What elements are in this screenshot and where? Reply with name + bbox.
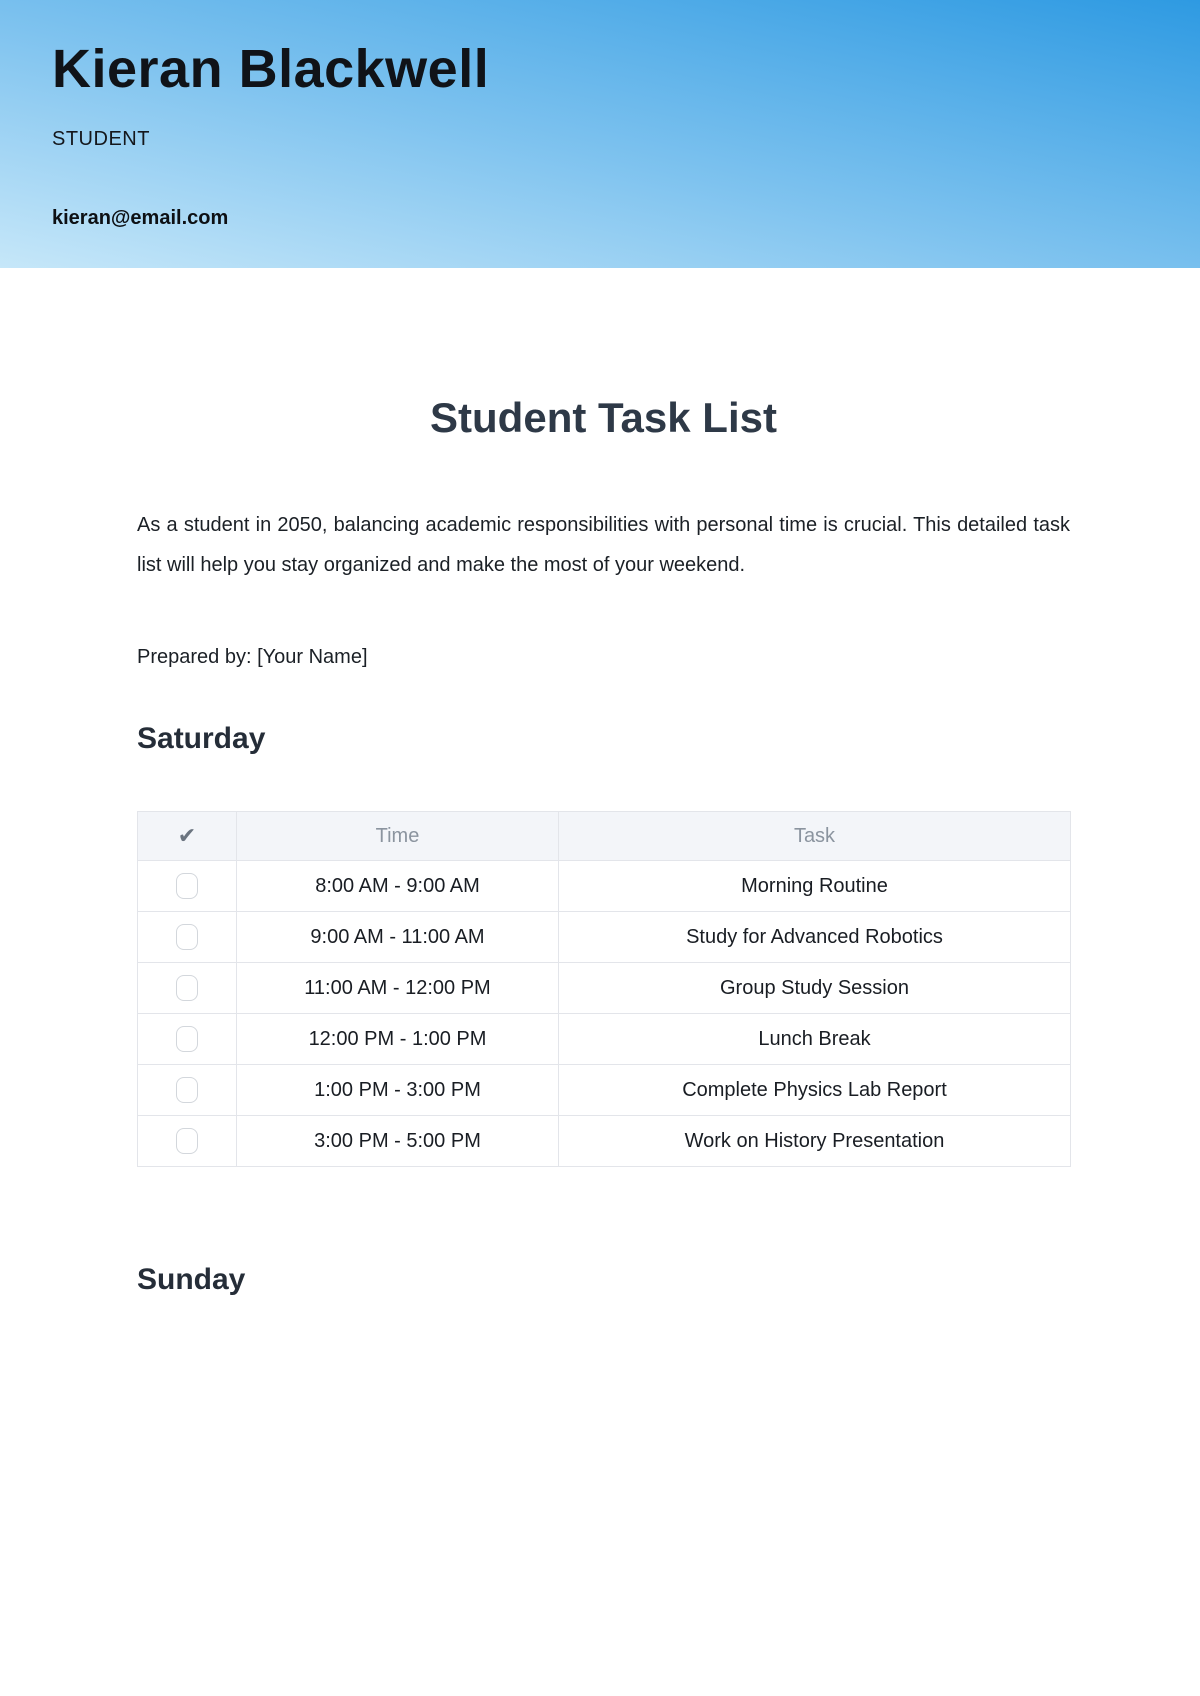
task-checkbox[interactable] [176, 1077, 198, 1103]
saturday-heading: Saturday [137, 722, 266, 755]
task-label: Group Study Session [559, 963, 1071, 1014]
table-row [138, 1116, 1071, 1167]
document-body [0, 393, 1200, 1298]
intro-paragraph: As a student in 2050, balancing academic responsibilities with personal time is crucial. This detailed task list will help you stay organized and make the most of your weekend. [137, 514, 1070, 576]
profile-name: Kieran Blackwell [52, 39, 490, 99]
table-row [138, 1065, 1071, 1116]
table-header-row [138, 812, 1071, 861]
check-column-header: ✔ [138, 812, 237, 861]
task-checkbox[interactable] [176, 975, 198, 1001]
saturday-task-table [137, 811, 1071, 1167]
profile-role: STUDENT [52, 128, 150, 150]
task-label: Complete Physics Lab Report [559, 1065, 1071, 1116]
task-label: Work on History Presentation [559, 1116, 1071, 1167]
task-time: 11:00 AM - 12:00 PM [237, 963, 559, 1014]
table-row [138, 912, 1071, 963]
sunday-heading: Sunday [137, 1263, 246, 1296]
table-row [138, 963, 1071, 1014]
task-time: 12:00 PM - 1:00 PM [237, 1014, 559, 1065]
prepared-by-line: Prepared by: [Your Name] [137, 646, 368, 668]
page-title: Student Task List [430, 394, 777, 441]
task-time: 8:00 AM - 9:00 AM [237, 861, 559, 912]
task-checkbox[interactable] [176, 1128, 198, 1154]
task-time: 3:00 PM - 5:00 PM [237, 1116, 559, 1167]
task-label: Study for Advanced Robotics [559, 912, 1071, 963]
task-time: 1:00 PM - 3:00 PM [237, 1065, 559, 1116]
task-checkbox[interactable] [176, 1026, 198, 1052]
table-row [138, 861, 1071, 912]
table-row [138, 1014, 1071, 1065]
task-label: Morning Routine [559, 861, 1071, 912]
profile-header [0, 0, 1200, 268]
profile-email: kieran@email.com [52, 207, 229, 229]
task-column-header: Task [559, 812, 1071, 861]
time-column-header: Time [237, 812, 559, 861]
task-checkbox[interactable] [176, 873, 198, 899]
task-checkbox[interactable] [176, 924, 198, 950]
task-label: Lunch Break [559, 1014, 1071, 1065]
task-time: 9:00 AM - 11:00 AM [237, 912, 559, 963]
